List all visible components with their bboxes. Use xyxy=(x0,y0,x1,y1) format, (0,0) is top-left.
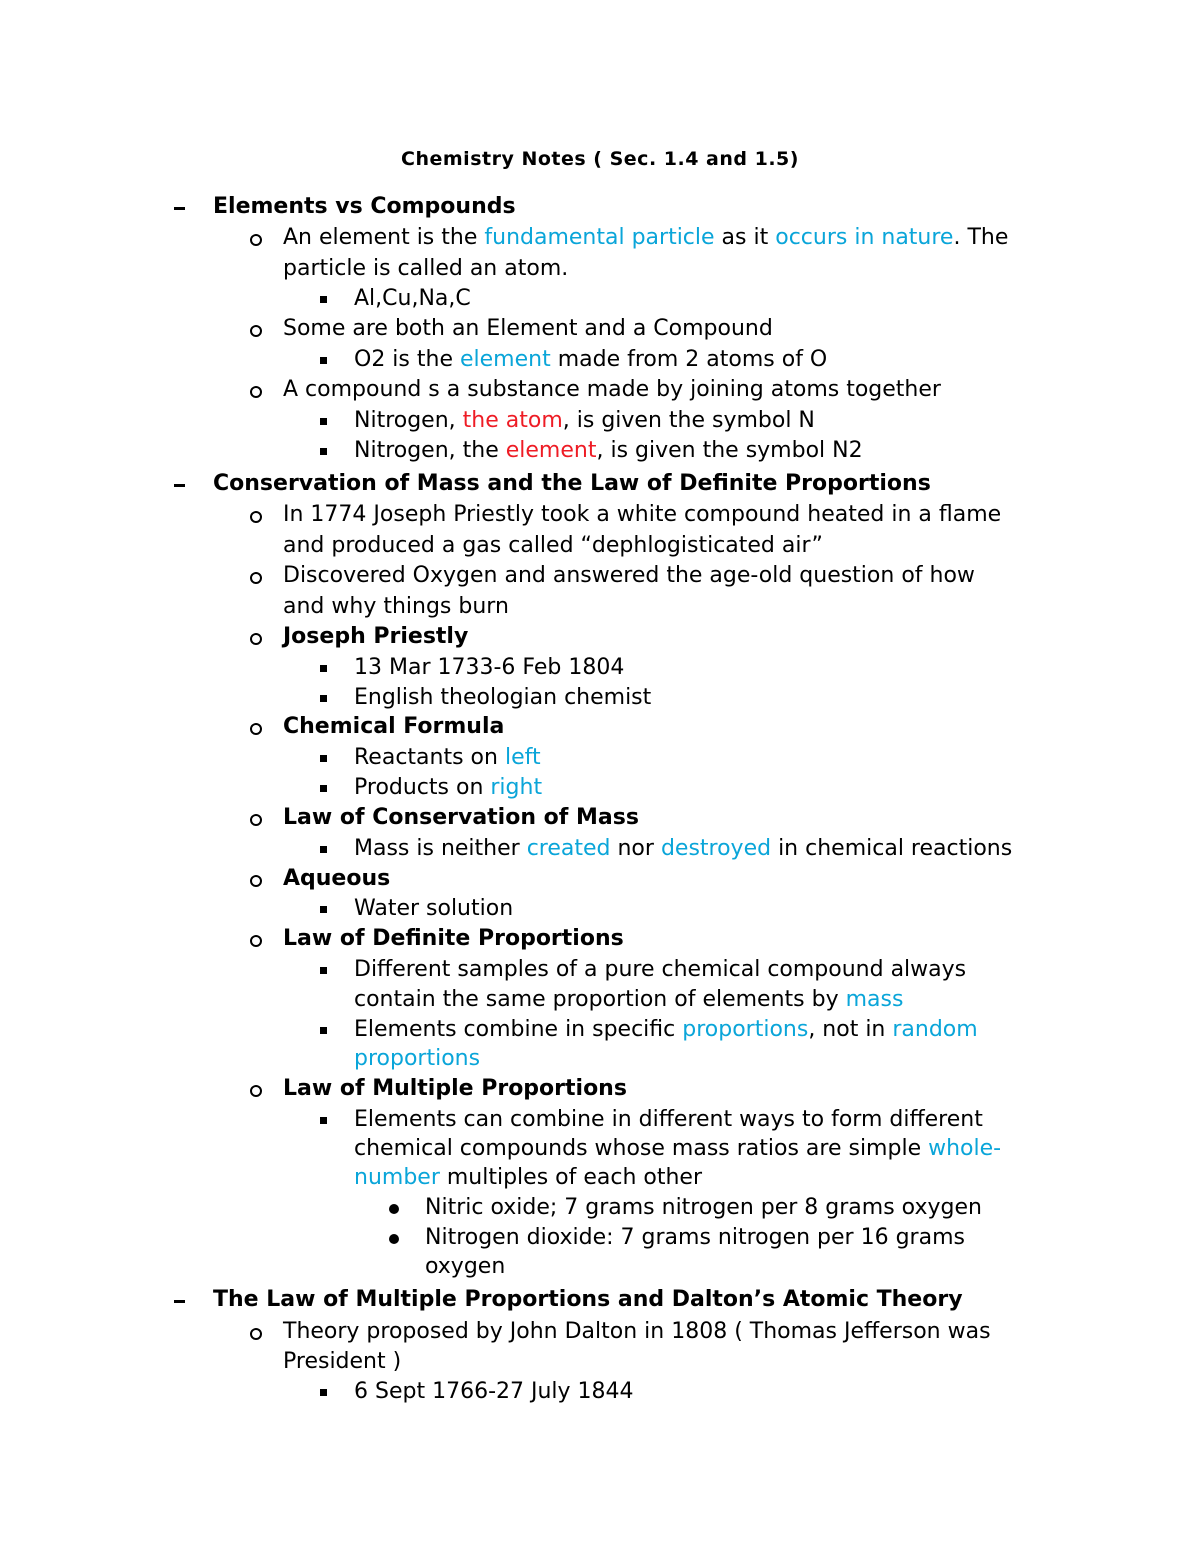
highlighted-term: right xyxy=(490,775,543,800)
square-bullet-icon xyxy=(320,1027,327,1034)
line-text xyxy=(354,985,903,1015)
text-segment: The Law of Multiple Proportions and Dalton’s Atomic Theory xyxy=(213,1287,963,1312)
text-segment: Different samples of a pure chemical compound always xyxy=(354,957,967,982)
text-segment: particle is called an atom. xyxy=(283,256,569,281)
text-segment: President ) xyxy=(283,1349,402,1374)
highlighted-term: the atom xyxy=(462,408,563,433)
dot-bullet-icon xyxy=(389,1234,399,1244)
square-bullet-icon xyxy=(320,846,327,853)
highlighted-term: destroyed xyxy=(660,836,772,861)
square-bullet-icon xyxy=(320,296,327,303)
circle-bullet-icon xyxy=(250,234,262,246)
text-segment: Nitrogen dioxide: 7 grams nitrogen per 16 grams xyxy=(425,1225,965,1250)
circle-bullet-icon xyxy=(250,1328,262,1340)
square-bullet-icon xyxy=(320,755,327,762)
text-segment: Elements can combine in different ways to form different xyxy=(354,1107,983,1132)
text-segment: oxygen xyxy=(425,1254,506,1279)
text-segment: Elements vs Compounds xyxy=(213,194,516,219)
highlighted-term: proportions xyxy=(354,1046,481,1071)
line-text xyxy=(354,1134,1001,1164)
dash-bullet-icon xyxy=(174,484,185,487)
highlighted-term: element xyxy=(459,347,551,372)
line-text xyxy=(283,622,468,652)
text-segment: in chemical reactions xyxy=(771,836,1013,861)
line-text xyxy=(283,1074,627,1104)
square-bullet-icon xyxy=(320,665,327,672)
text-segment: Elements combine in specific xyxy=(354,1017,683,1042)
circle-bullet-icon xyxy=(250,723,262,735)
text-segment: O2 is the xyxy=(354,347,460,372)
text-segment: , is given the symbol N2 xyxy=(596,438,863,463)
circle-bullet-icon xyxy=(250,935,262,947)
highlighted-term: number xyxy=(354,1165,440,1190)
text-segment: Theory proposed by John Dalton in 1808 ( Thomas Jefferson was xyxy=(283,1319,991,1344)
line-text xyxy=(354,1015,978,1045)
text-segment: Law of Definite Proportions xyxy=(283,926,624,951)
text-segment: Law of Conservation of Mass xyxy=(283,805,639,830)
line-text xyxy=(354,436,863,466)
line-text xyxy=(213,192,516,222)
text-segment: as it xyxy=(714,225,776,250)
text-segment: Aqueous xyxy=(283,866,391,891)
square-bullet-icon xyxy=(320,906,327,913)
text-segment: 13 Mar 1733-6 Feb 1804 xyxy=(354,655,625,680)
line-text xyxy=(283,223,1008,253)
text-segment: 6 Sept 1766-27 July 1844 xyxy=(354,1379,634,1404)
highlighted-term: left xyxy=(504,745,541,770)
line-text xyxy=(354,1105,983,1135)
square-bullet-icon xyxy=(320,1117,327,1124)
line-text xyxy=(354,1377,634,1407)
dot-bullet-icon xyxy=(389,1204,399,1214)
highlighted-term: proportions xyxy=(682,1017,809,1042)
line-text xyxy=(354,1044,480,1074)
text-segment: contain the same proportion of elements by xyxy=(354,987,846,1012)
text-segment: and why things burn xyxy=(283,594,509,619)
line-text xyxy=(354,345,827,375)
line-text xyxy=(283,712,504,742)
highlighted-term: occurs in nature xyxy=(775,225,954,250)
line-text xyxy=(283,500,1001,530)
text-segment: , not in xyxy=(808,1017,893,1042)
text-segment: . The xyxy=(953,225,1009,250)
line-text xyxy=(425,1252,505,1282)
circle-bullet-icon xyxy=(250,875,262,887)
line-text xyxy=(354,743,541,773)
text-segment: Products on xyxy=(354,775,491,800)
highlighted-term: fundamental particle xyxy=(484,225,715,250)
line-text xyxy=(354,406,815,436)
text-segment: English theologian chemist xyxy=(354,685,652,710)
circle-bullet-icon xyxy=(250,814,262,826)
line-text xyxy=(354,834,1012,864)
text-segment: Reactants on xyxy=(354,745,505,770)
line-text xyxy=(425,1223,965,1253)
line-text xyxy=(283,531,823,561)
text-segment: Nitrogen, xyxy=(354,408,463,433)
highlighted-term: created xyxy=(526,836,611,861)
line-text xyxy=(354,955,966,985)
text-segment: Conservation of Mass and the Law of Definite Proportions xyxy=(213,471,931,496)
text-segment: An element is the xyxy=(283,225,485,250)
line-text xyxy=(283,254,568,284)
text-segment: Some are both an Element and a Compound xyxy=(283,316,773,341)
page-title: Chemistry Notes ( Sec. 1.4 and 1.5) xyxy=(401,148,799,170)
line-text xyxy=(283,803,639,833)
text-segment: Water solution xyxy=(354,896,514,921)
text-segment: multiples of each other xyxy=(439,1165,703,1190)
highlighted-term: random xyxy=(892,1017,978,1042)
text-segment: made from 2 atoms of O xyxy=(550,347,828,372)
text-segment: Law of Multiple Proportions xyxy=(283,1076,627,1101)
text-segment: Nitric oxide; 7 grams nitrogen per 8 grams oxygen xyxy=(425,1195,982,1220)
circle-bullet-icon xyxy=(250,1085,262,1097)
highlighted-term: element xyxy=(505,438,597,463)
text-segment: Chemical Formula xyxy=(283,714,505,739)
circle-bullet-icon xyxy=(250,572,262,584)
text-segment: , is given the symbol N xyxy=(562,408,815,433)
circle-bullet-icon xyxy=(250,386,262,398)
line-text xyxy=(283,864,390,894)
text-segment: Al,Cu,Na,C xyxy=(354,286,471,311)
line-text xyxy=(283,1347,401,1377)
line-text xyxy=(354,894,513,924)
line-text xyxy=(283,1317,991,1347)
line-text xyxy=(283,314,773,344)
text-segment: Discovered Oxygen and answered the age-old question of how xyxy=(283,563,975,588)
square-bullet-icon xyxy=(320,418,327,425)
line-text xyxy=(213,469,931,499)
text-segment: chemical compounds whose mass ratios are simple xyxy=(354,1136,929,1161)
circle-bullet-icon xyxy=(250,511,262,523)
text-segment: Mass is neither xyxy=(354,836,527,861)
text-segment: Nitrogen, the xyxy=(354,438,506,463)
square-bullet-icon xyxy=(320,1389,327,1396)
square-bullet-icon xyxy=(320,967,327,974)
dash-bullet-icon xyxy=(174,1300,185,1303)
text-segment: In 1774 Joseph Priestly took a white compound heated in a flame xyxy=(283,502,1002,527)
text-segment: nor xyxy=(610,836,661,861)
line-text xyxy=(283,592,509,622)
line-text xyxy=(283,924,624,954)
line-text xyxy=(354,1163,702,1193)
dash-bullet-icon xyxy=(174,207,185,210)
line-text xyxy=(283,561,975,591)
line-text xyxy=(425,1193,982,1223)
square-bullet-icon xyxy=(320,695,327,702)
square-bullet-icon xyxy=(320,785,327,792)
line-text xyxy=(283,375,941,405)
circle-bullet-icon xyxy=(250,325,262,337)
line-text xyxy=(354,284,471,314)
text-segment: Joseph Priestly xyxy=(283,624,469,649)
circle-bullet-icon xyxy=(250,633,262,645)
text-segment: and produced a gas called “dephlogisticated air” xyxy=(283,533,823,558)
line-text xyxy=(354,683,651,713)
line-text xyxy=(354,653,624,683)
square-bullet-icon xyxy=(320,448,327,455)
highlighted-term: mass xyxy=(845,987,904,1012)
square-bullet-icon xyxy=(320,357,327,364)
highlighted-term: whole- xyxy=(928,1136,1002,1161)
line-text xyxy=(354,773,542,803)
line-text xyxy=(213,1285,963,1315)
text-segment: A compound s a substance made by joining atoms together xyxy=(283,377,941,402)
